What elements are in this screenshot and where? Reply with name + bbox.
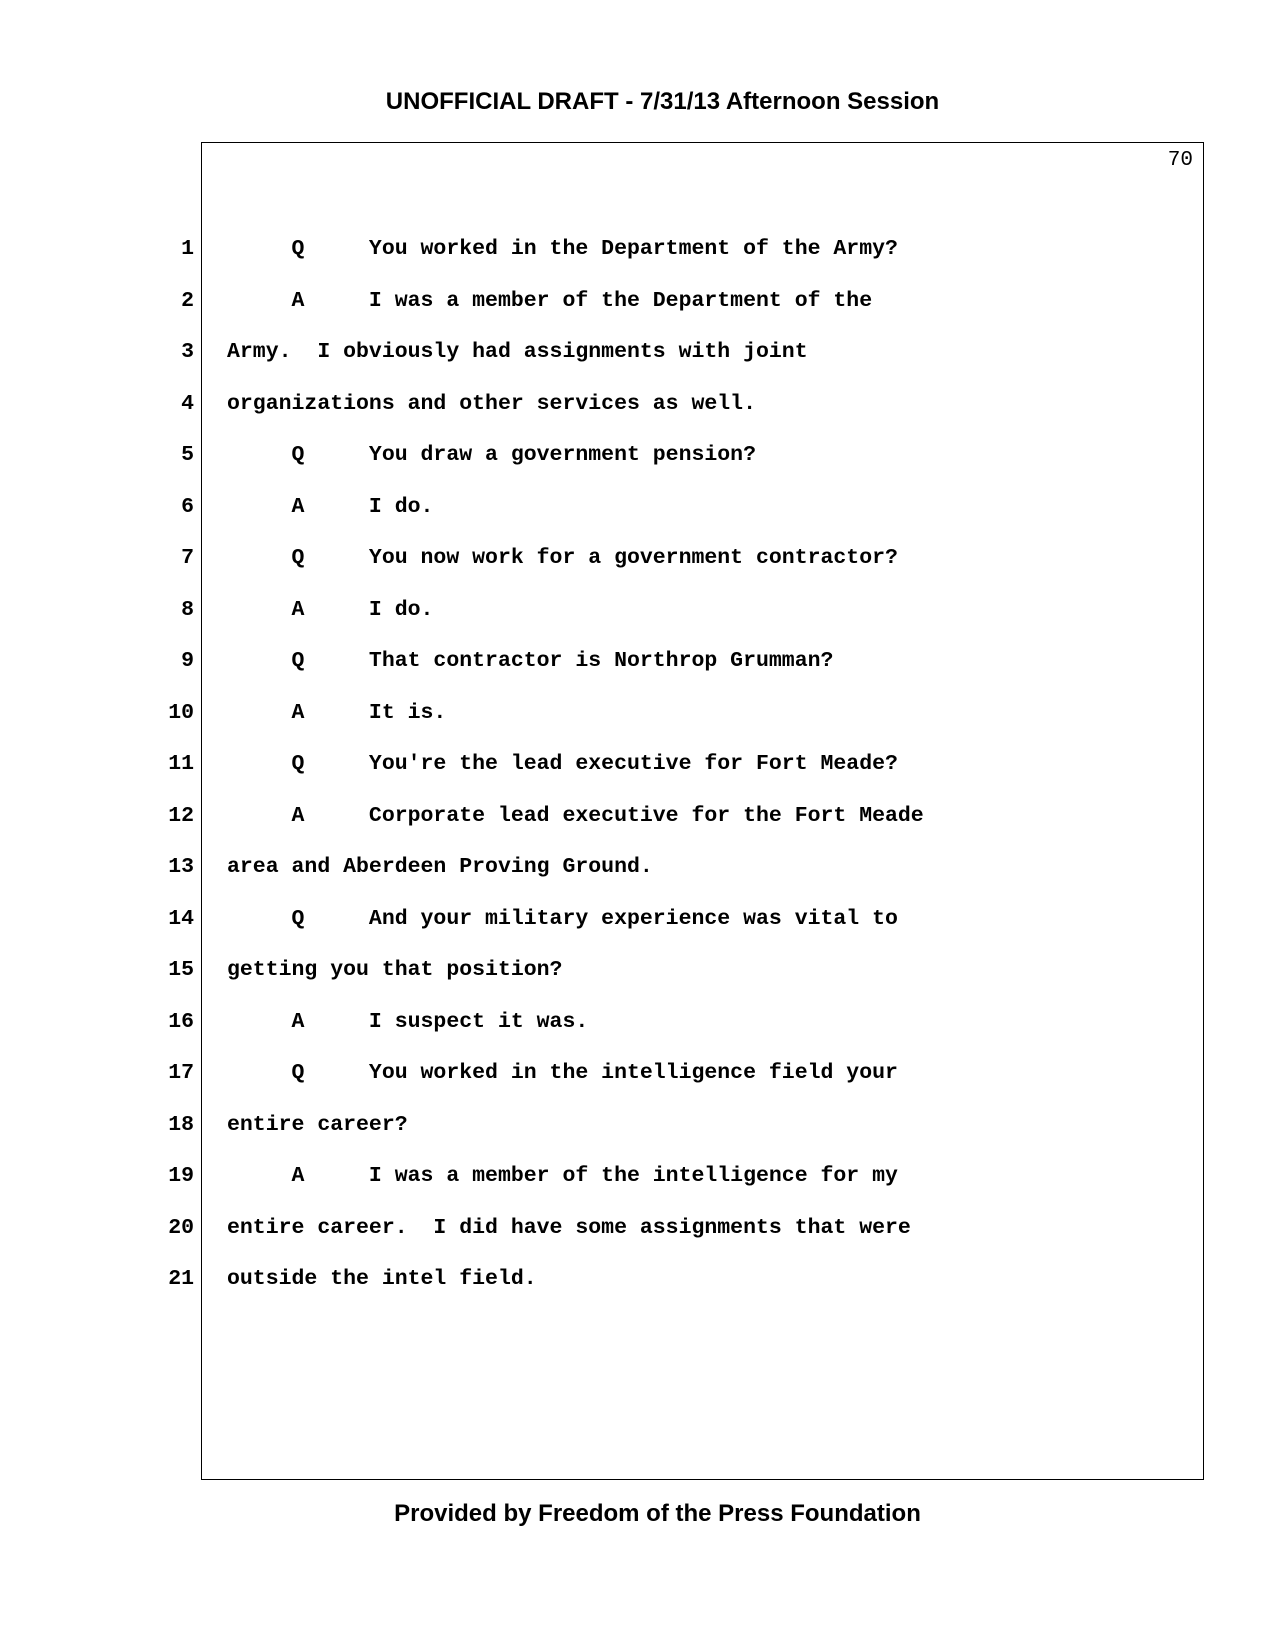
- line-number: 6: [181, 494, 194, 519]
- line-text: A Corporate lead executive for the Fort Meade: [227, 803, 924, 828]
- line-text: A I do.: [227, 494, 434, 519]
- line-number: 1: [181, 237, 194, 261]
- transcript-line: [0, 804, 1275, 834]
- line-number: 13: [168, 855, 194, 879]
- transcript-line: [0, 1216, 1275, 1246]
- line-text: Q You draw a government pension?: [227, 443, 756, 467]
- transcript-line: [0, 546, 1275, 576]
- transcript-line: [0, 649, 1275, 679]
- transcript-line: [0, 289, 1275, 319]
- transcript-line: [0, 855, 1275, 885]
- transcript-line: [0, 392, 1275, 422]
- line-number: 15: [168, 958, 194, 982]
- line-text: Q You now work for a government contractor?: [227, 546, 898, 570]
- line-text: A I was a member of the intelligence for my: [227, 1164, 898, 1188]
- transcript-line: [0, 1061, 1275, 1091]
- line-number: 11: [168, 752, 194, 776]
- transcript-line: [0, 340, 1275, 370]
- line-text: Q And your military experience was vital to: [227, 906, 898, 931]
- line-text: Q You worked in the intelligence field your: [227, 1061, 898, 1085]
- line-text: Q That contractor is Northrop Grumman?: [227, 649, 834, 673]
- transcript-line: [0, 1113, 1275, 1143]
- line-text: organizations and other services as well.: [227, 391, 756, 416]
- line-text: outside the intel field.: [227, 1267, 537, 1291]
- transcript-line: [0, 1267, 1275, 1297]
- line-number: 14: [168, 906, 194, 931]
- line-number: 21: [168, 1267, 194, 1291]
- transcript-line: [0, 443, 1275, 473]
- transcript-line: [0, 237, 1275, 267]
- line-number: 9: [181, 649, 194, 673]
- line-text: getting you that position?: [227, 958, 563, 982]
- line-text: Q You worked in the Department of the Army?: [227, 237, 898, 261]
- transcript-line: [0, 598, 1275, 628]
- line-number: 17: [168, 1061, 194, 1085]
- line-number: 16: [168, 1009, 194, 1034]
- line-text: entire career. I did have some assignments that were: [227, 1215, 911, 1240]
- transcript-line: [0, 1010, 1275, 1040]
- line-text: A I was a member of the Department of the: [227, 288, 873, 313]
- line-text: A I suspect it was.: [227, 1009, 589, 1034]
- line-text: A It is.: [227, 700, 447, 725]
- transcript-line: [0, 1164, 1275, 1194]
- line-number: 12: [168, 803, 194, 828]
- transcript-line: [0, 958, 1275, 988]
- transcript-line: [0, 701, 1275, 731]
- document-footer: Provided by Freedom of the Press Foundation: [394, 1500, 921, 1527]
- line-number: 7: [181, 546, 194, 570]
- line-text: area and Aberdeen Proving Ground.: [227, 855, 653, 879]
- transcript-line: [0, 752, 1275, 782]
- line-number: 3: [181, 340, 194, 364]
- line-text: A I do.: [227, 597, 434, 622]
- line-number: 2: [181, 288, 194, 313]
- line-number: 10: [168, 700, 194, 725]
- document-header: UNOFFICIAL DRAFT - 7/31/13 Afternoon Session: [385, 88, 940, 115]
- line-text: entire career?: [227, 1112, 408, 1137]
- page-number: 70: [1167, 149, 1193, 172]
- transcript-line: [0, 495, 1275, 525]
- line-number: 19: [168, 1164, 194, 1188]
- line-text: Q You're the lead executive for Fort Meade?: [227, 752, 898, 776]
- line-number: 8: [181, 597, 194, 622]
- line-text: Army. I obviously had assignments with joint: [227, 340, 808, 364]
- line-number: 4: [181, 391, 194, 416]
- line-number: 5: [181, 443, 194, 467]
- line-number: 18: [168, 1112, 194, 1137]
- transcript-line: [0, 907, 1275, 937]
- line-number: 20: [168, 1215, 194, 1240]
